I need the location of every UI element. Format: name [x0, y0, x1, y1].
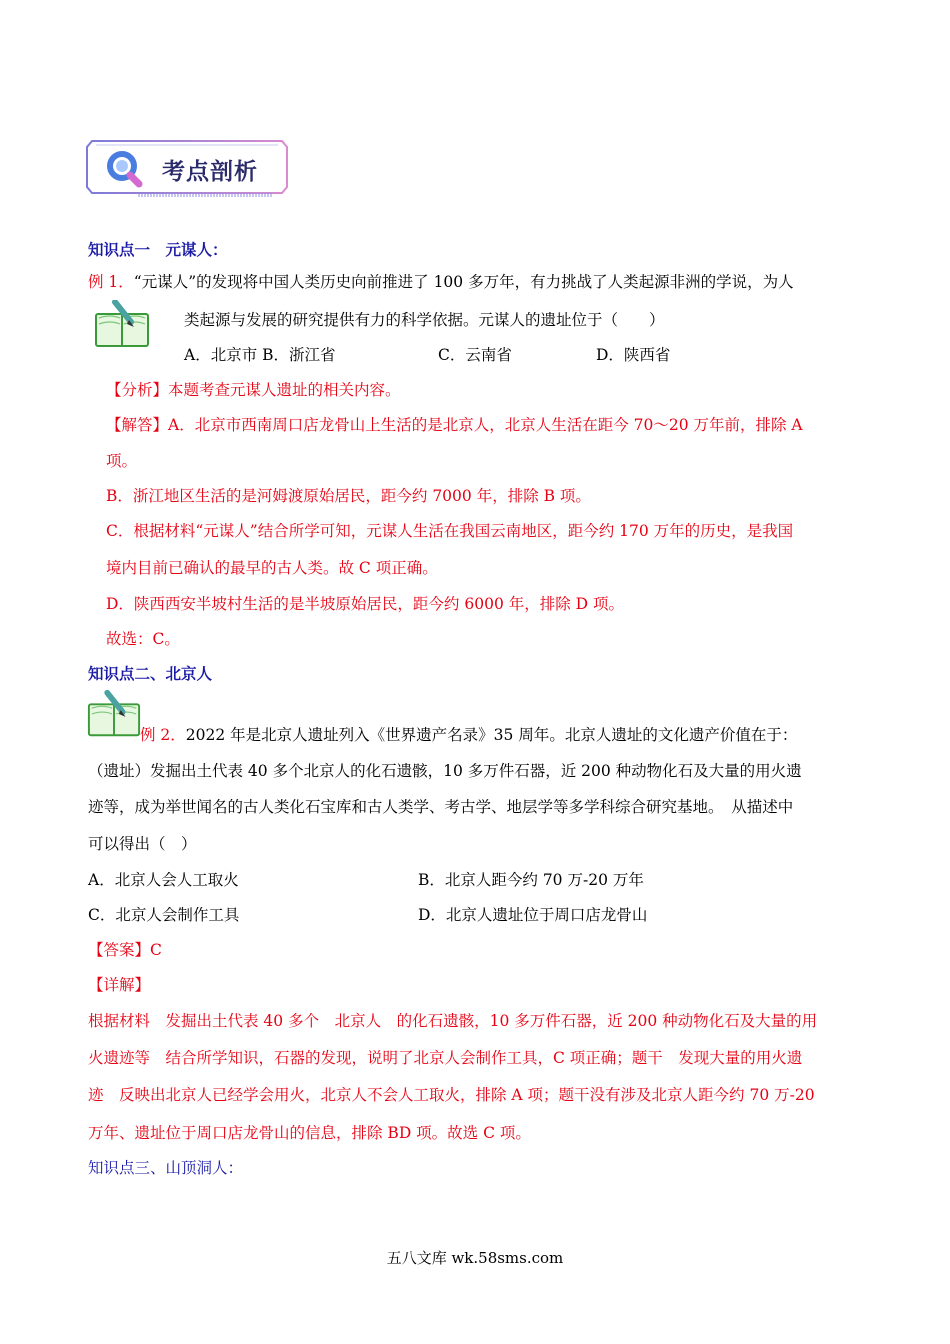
k2-question-line1: 2022 年是北京人遗址列入《世界遗产名录》35 周年。北京人遗址的文化遗产价值在于： [185, 726, 798, 744]
k2-option-c: C．北京人会制作工具 [88, 906, 240, 924]
k2-detail-line3: 迹 反映出北京人已经学会用火，北京人不会人工取火，排除 A 项；题干没有涉及北京人距今约 70 万-20 [88, 1086, 815, 1104]
k2-question-line3: 迹等，成为举世闻名的古人类化石宝库和古人类学、考古学、地层学等多学科综合研究基地。 从描述中 [88, 798, 794, 816]
k2-option-d: D．北京人遗址位于周口店龙骨山 [418, 906, 648, 924]
page-footer: 五八文库 wk.58sms.com [386, 1249, 564, 1267]
k3-heading: 知识点三、山顶洞人： [88, 1159, 244, 1177]
k2-option-b: B．北京人距今约 70 万-20 万年 [418, 871, 644, 889]
k2-question-line2: （遗址）发掘出土代表 40 多个北京人的化石遗骸，10 多万件石器，近 200 种动物化石及大量的用火遗 [88, 762, 802, 780]
k1-answer-d: D．陕西西安半坡村生活的是半坡原始居民，距今约 6000 年，排除 D 项。 [106, 595, 625, 613]
k2-answer: 【答案】C [88, 941, 162, 959]
k1-answer-b: B．浙江地区生活的是河姆渡原始居民，距今约 7000 年，排除 B 项。 [106, 487, 591, 505]
k1-question-line2: 类起源与发展的研究提供有力的科学依据。元谋人的遗址位于（ ） [184, 311, 665, 329]
k2-detail-line1: 根据材料 发掘出土代表 40 多个 北京人 的化石遗骸，10 多万件石器，近 200 种动物化石及大量的用 [88, 1012, 818, 1030]
k2-detail-line2: 火遗迹等 结合所学知识，石器的发现，说明了北京人会制作工具，C 项正确；题干 发现大量的用火遗 [88, 1049, 803, 1067]
k1-answer-c-line1: C．根据材料“元谋人”结合所学可知，元谋人生活在我国云南地区，距今约 170 万年的历史，是我国 [106, 522, 794, 540]
k1-option-d: D．陕西省 [596, 346, 671, 364]
k1-answer-c-line2: 境内目前已确认的最早的古人类。故 C 项正确。 [106, 559, 438, 577]
banner-title: 考点剖析 [162, 159, 258, 185]
k1-answer-a-line1: 【解答】A．北京市西南周口店龙骨山上生活的是北京人，北京人生活在距今 70～20 万年前，排除 A [106, 416, 803, 434]
book-pen-icon [93, 300, 151, 348]
book-pen-icon-2 [86, 690, 142, 738]
k2-question-label: 例 2． [140, 726, 186, 744]
k1-choice: 故选：C。 [106, 630, 180, 648]
k1-question-line1: “元谋人”的发现将中国人类历史向前推进了 100 多万年，有力挑战了人类起源非洲的学说，为人 [133, 273, 794, 291]
k2-option-a: A．北京人会人工取火 [88, 871, 239, 889]
k2-detail-label: 【详解】 [88, 976, 151, 994]
k2-detail-line4: 万年、遗址位于周口店龙骨山的信息，排除 BD 项。故选 C 项。 [88, 1124, 531, 1142]
k1-analysis: 【分析】本题考查元谋人遗址的相关内容。 [106, 381, 401, 399]
k1-question-label: 例 1． [88, 273, 134, 291]
k1-heading: 知识点一 元谋人： [88, 240, 228, 259]
k2-question-line4: 可以得出（ ） [88, 835, 197, 853]
k2-heading: 知识点二、北京人 [88, 664, 213, 683]
k1-option-ab: A．北京市 B．浙江省 [184, 346, 336, 364]
k1-answer-a-line2: 项。 [106, 452, 138, 470]
k1-option-c: C．云南省 [438, 346, 512, 364]
